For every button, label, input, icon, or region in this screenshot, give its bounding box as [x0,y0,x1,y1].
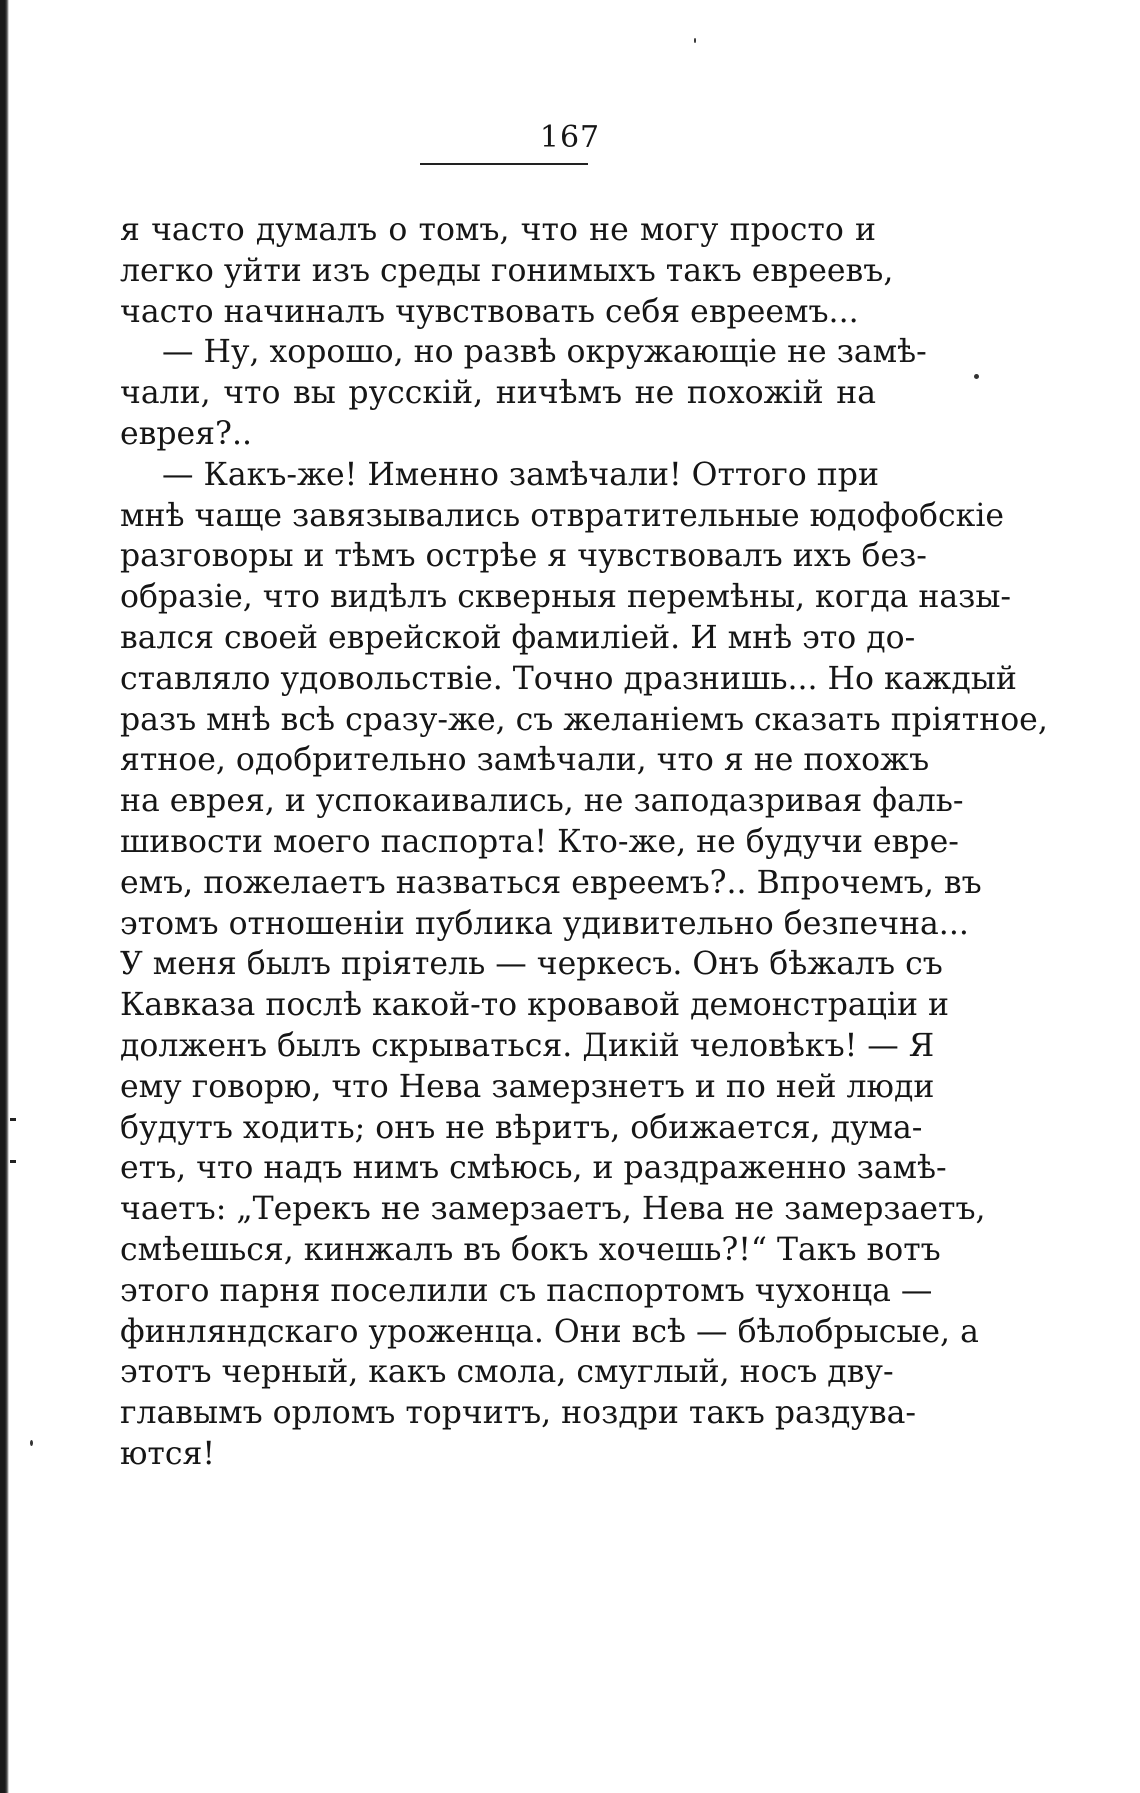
text-line: ются! [120,1435,216,1472]
body-text [120,210,1048,1475]
text-line: на еврея, и успокаивались, не заподазривая фаль- [120,783,964,820]
text-line: ятное, одобрительно замѣчали, что я не похожъ [120,742,930,779]
page-spine-edge [0,0,9,1793]
text-line: я часто думалъ о томъ, что не могу просто и [120,212,876,248]
text-line: этомъ отношеніи публика удивительно безпечна... [120,905,969,942]
spine-mark [10,1160,16,1163]
text-line: будутъ ходить; онъ не вѣритъ, обижается, дума- [120,1109,923,1146]
page-number: 167 [539,120,601,155]
text-line: чали, что вы русскій, ничѣмъ не похожій на [120,375,876,412]
text-line: ставляло удовольствіе. Точно дразнишь... Но каждый [120,660,1017,697]
text-line: етъ, что надъ нимъ смѣюсь, и раздраженно замѣ- [120,1150,947,1187]
text-line: образіе, что видѣлъ скверныя перемѣны, когда назы- [120,579,1012,616]
text-line: легко уйти изъ среды гонимыхъ такъ евреевъ, [120,252,894,289]
text-line: разъ мнѣ всѣ сразу-же, съ желаніемъ сказать пріятное, [120,701,1048,738]
text-line: — Какъ-же! Именно замѣчали! Оттого при [162,456,879,493]
text-line: ему говорю, что Нева замерзнетъ и по ней люди [120,1068,935,1105]
text-line: чаетъ: „Терекъ не замерзаетъ, Нева не замерзаетъ, [120,1191,986,1228]
text-line: этотъ черный, какъ смола, смуглый, носъ дву- [120,1354,894,1391]
text-line: еврея?.. [120,415,252,452]
text-line: шивости моего паспорта! Кто-же, не будучи евре- [120,823,959,860]
text-line: мнѣ чаще завязывались отвратительные юдофобскіе [120,497,1005,534]
text-line: — Ну, хорошо, но развѣ окружающіе не замѣ- [162,334,927,371]
text-line: часто начиналъ чувствовать себя евреемъ... [120,293,859,330]
text-line: Кавказа послѣ какой-то кровавой демонстраціи и [120,987,949,1024]
text-line: главымъ орломъ торчитъ, ноздри такъ раздува- [120,1395,917,1432]
text-line: разговоры и тѣмъ острѣе я чувствовалъ ихъ без- [120,538,927,575]
header-rule [420,163,588,165]
text-line: смѣешься, кинжалъ въ бокъ хочешь?!“ Такъ вотъ [120,1231,941,1268]
text-line: долженъ былъ скрываться. Дикій человѣкъ! — Я [120,1027,935,1064]
ink-speck [30,1440,33,1446]
text-line: финляндскаго уроженца. Они всѣ — бѣлобрысые, а [120,1313,979,1350]
text-line: емъ, пожелаетъ назваться евреемъ?.. Впрочемъ, въ [120,864,982,901]
ink-speck [694,38,696,43]
text-line: вался своей еврейской фамиліей. И мнѣ это до- [120,619,916,656]
ink-speck [974,374,979,379]
text-line: этого парня поселили съ паспортомъ чухонца — [120,1272,933,1309]
text-line: У меня былъ пріятель — черкесъ. Онъ бѣжалъ съ [120,946,943,983]
spine-mark [10,1118,16,1121]
